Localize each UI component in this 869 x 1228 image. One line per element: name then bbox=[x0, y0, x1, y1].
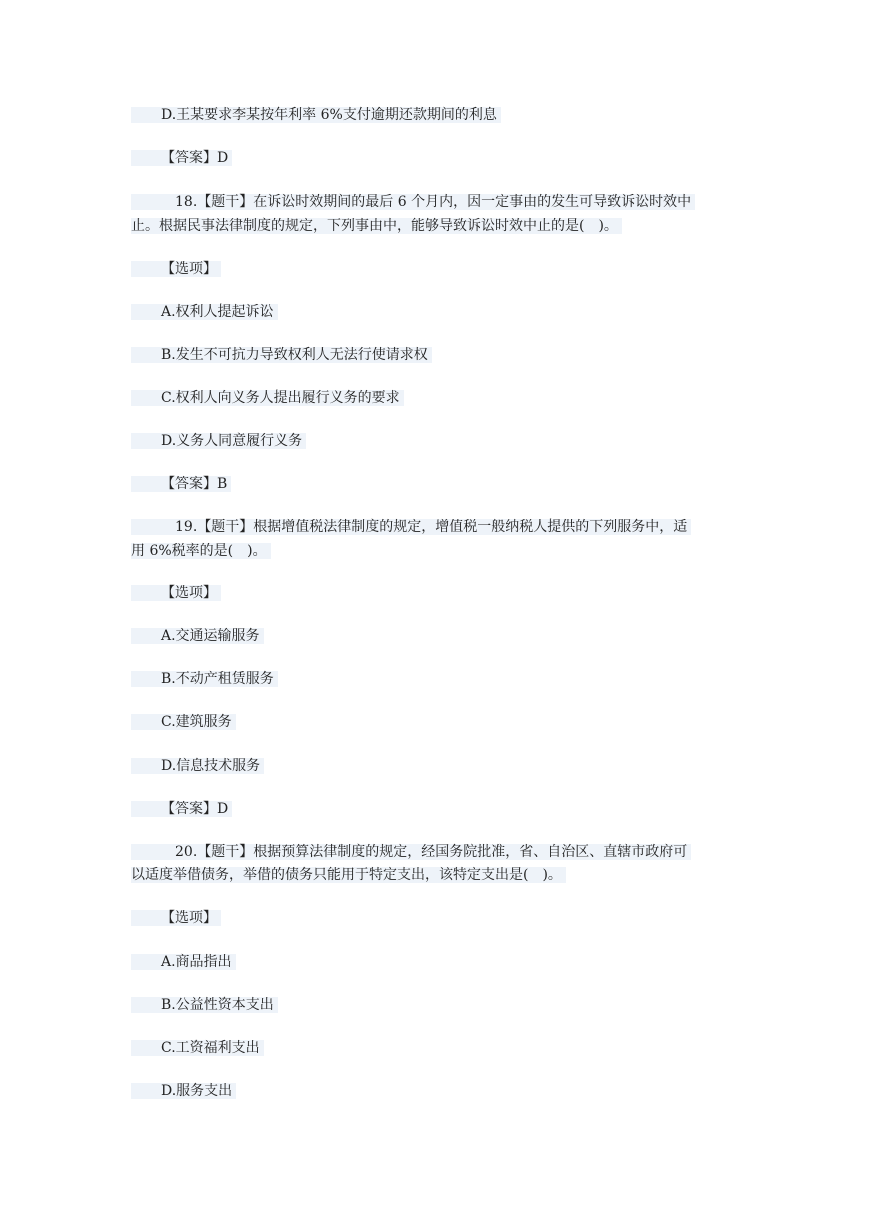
q20-option-b: B.公益性资本支出 bbox=[131, 996, 278, 1015]
q18-option-d: D.义务人同意履行义务 bbox=[131, 432, 306, 451]
q17-answer: 【答案】D bbox=[131, 149, 232, 168]
q18-option-a: A.权利人提起诉讼 bbox=[131, 303, 278, 322]
q20-option-a: A.商品指出 bbox=[131, 953, 236, 972]
q18-option-c: C.权利人向义务人提出履行义务的要求 bbox=[131, 389, 404, 408]
q19-stem-line2: 用 6%税率的是( )。 bbox=[131, 542, 271, 561]
q19-options-label: 【选项】 bbox=[131, 584, 221, 603]
q19-option-b: B.不动产租赁服务 bbox=[131, 670, 278, 689]
q19-option-a: A.交通运输服务 bbox=[131, 627, 264, 646]
q19-answer: 【答案】D bbox=[131, 800, 232, 819]
q18-option-b: B.发生不可抗力导致权利人无法行使请求权 bbox=[131, 346, 432, 365]
q19-option-d: D.信息技术服务 bbox=[131, 757, 264, 776]
q20-stem-line2: 以适度举借债务，举借的债务只能用于特定支出，该特定支出是( )。 bbox=[131, 866, 566, 885]
q19-stem-line1: 19.【题干】根据增值税法律制度的规定，增值税一般纳税人提供的下列服务中，适 bbox=[131, 518, 691, 537]
q18-stem-line2: 止。根据民事法律制度的规定，下列事由中，能够导致诉讼时效中止的是( )。 bbox=[131, 217, 622, 236]
q18-answer: 【答案】B bbox=[131, 475, 231, 494]
q18-stem-line1: 18.【题干】在诉讼时效期间的最后 6 个月内，因一定事由的发生可导致诉讼时效中 bbox=[131, 193, 695, 212]
q20-option-d: D.服务支出 bbox=[131, 1082, 236, 1101]
q20-stem-line1: 20.【题干】根据预算法律制度的规定，经国务院批准，省、自治区、直辖市政府可 bbox=[131, 843, 691, 862]
q20-options-label: 【选项】 bbox=[131, 909, 221, 928]
q17-option-d: D.王某要求李某按年利率 6%支付逾期还款期间的利息 bbox=[131, 106, 501, 125]
q18-options-label: 【选项】 bbox=[131, 260, 221, 279]
q20-option-c: C.工资福利支出 bbox=[131, 1039, 264, 1058]
q19-option-c: C.建筑服务 bbox=[131, 713, 236, 732]
